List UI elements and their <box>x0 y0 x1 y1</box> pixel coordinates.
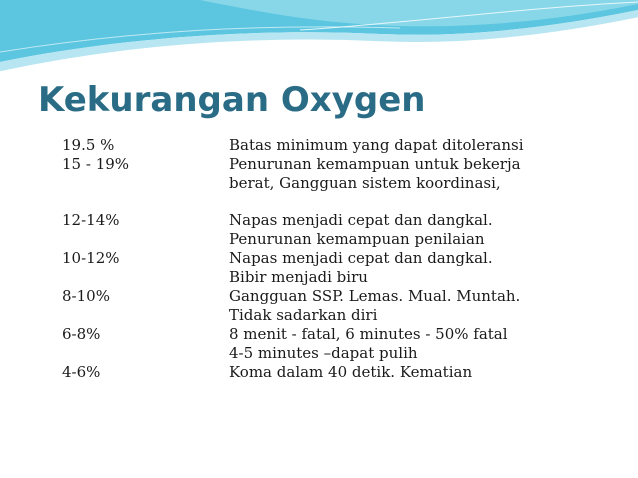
effect-line: 8 menit - fatal, 6 minutes - 50% fatal <box>229 325 508 343</box>
table-row <box>62 325 622 363</box>
effect-line: 4-5 minutes –dapat pulih <box>229 344 418 362</box>
effect-line: Napas menjadi cepat dan dangkal. <box>229 249 493 267</box>
oxygen-level: 6-8% <box>62 325 101 343</box>
effect-description <box>229 287 622 325</box>
effect-description <box>229 249 622 287</box>
table-row <box>62 249 622 287</box>
oxygen-level: 19.5 % <box>62 136 115 154</box>
oxygen-level-table <box>62 136 622 382</box>
header-wave-decoration <box>0 0 638 80</box>
effect-line: Bibir menjadi biru <box>229 268 368 286</box>
effect-line: Gangguan SSP. Lemas. Mual. Muntah. <box>229 287 521 305</box>
oxygen-level: 10-12% <box>62 249 120 267</box>
oxygen-level: 4-6% <box>62 363 101 381</box>
effect-line: Penurunan kemampuan penilaian <box>229 230 485 248</box>
effect-line: Napas menjadi cepat dan dangkal. <box>229 211 493 229</box>
effect-description <box>229 325 622 363</box>
effect-line: Penurunan kemampuan untuk bekerja <box>229 155 521 173</box>
effect-line: Batas minimum yang dapat ditoleransi <box>229 136 524 154</box>
table-row <box>62 155 622 193</box>
effect-line: Tidak sadarkan diri <box>229 306 378 324</box>
oxygen-level: 15 - 19% <box>62 155 130 173</box>
oxygen-level: 12-14% <box>62 211 120 229</box>
page-title: Kekurangan Oxygen <box>38 80 426 120</box>
effect-line: Koma dalam 40 detik. Kematian <box>229 363 473 381</box>
table-row <box>62 287 622 325</box>
table-row <box>62 136 622 155</box>
oxygen-level: 8-10% <box>62 287 110 305</box>
effect-line: berat, Gangguan sistem koordinasi, <box>229 174 501 192</box>
effect-description <box>229 155 622 193</box>
effect-description <box>229 136 622 155</box>
effect-description <box>229 211 622 249</box>
effect-description <box>229 363 622 382</box>
table-row <box>62 211 622 249</box>
table-row <box>62 363 622 382</box>
